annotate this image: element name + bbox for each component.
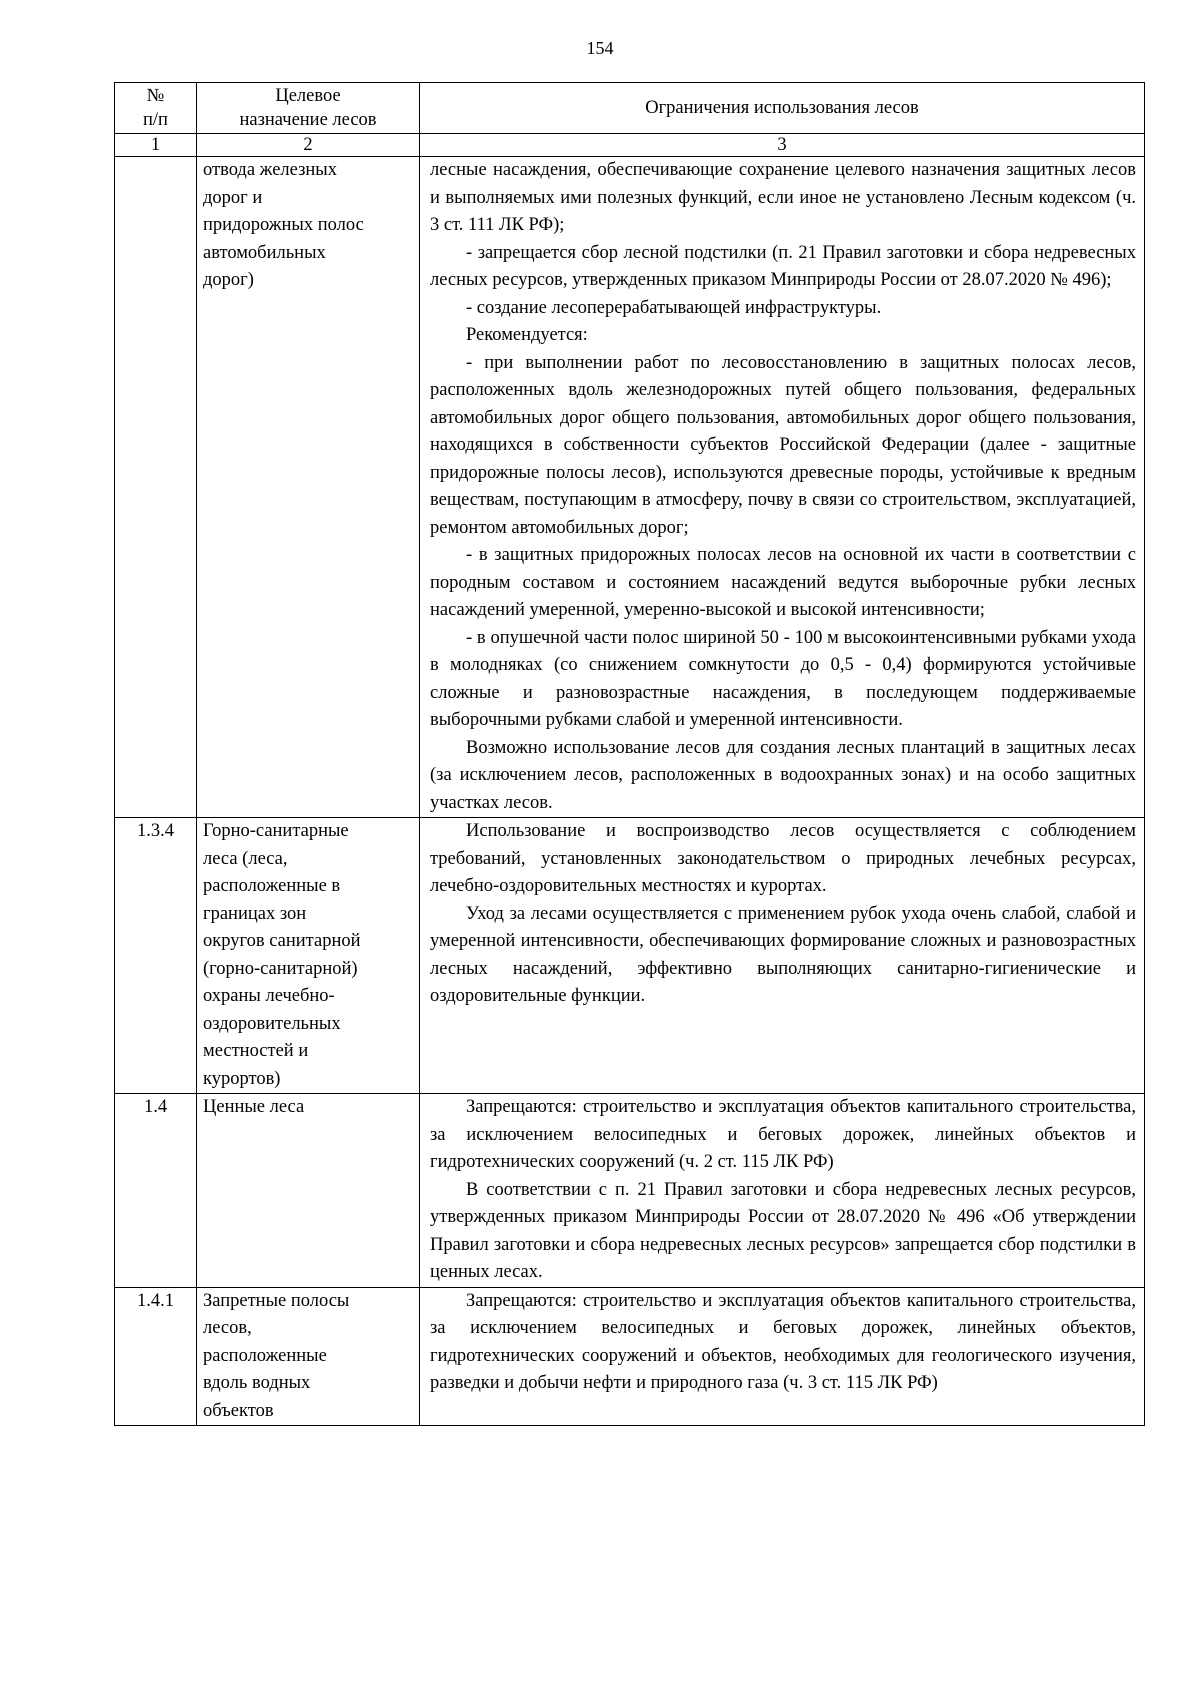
purpose-line: леса (леса, <box>203 848 288 869</box>
purpose-line: вдоль водных <box>203 1373 311 1393</box>
restriction-paragraph: - в опушечной части полос шириной 50 - 100 м высокоинтенсивными рубками ухода в молодняках (со снижением сомкнутости до 0,5 - 0,4) формируются устойчивые сложные и разновозрастные насаждения, в последующем поддерживаемые выборочными рубками слабой и умеренной интенсивности. <box>430 627 1136 730</box>
column-number-row <box>115 134 1145 157</box>
row-number: 1.4 <box>115 1094 197 1288</box>
restriction-paragraph: - при выполнении работ по лесовосстановлению в защитных полосах лесов, расположенных вдоль железнодорожных путей общего пользования, федеральных автомобильных дорог общего пользования, автомобильных дорог общего пользования, находящихся в собственности субъектов Российской Федерации (далее - защитные придорожные полосы лесов), используются древесные породы, устойчивые к вредным веществам, поступающим в атмосферу, почву в связи со строительством, эксплуатацией, ремонтом автомобильных дорог; <box>430 352 1136 538</box>
row-number <box>115 157 197 818</box>
row-number: 1.3.4 <box>115 818 197 1094</box>
header-purpose: Целевое назначение лесов <box>197 83 420 134</box>
restriction-paragraph: - в защитных придорожных полосах лесов на основной их части в соответствии с породным составом и состоянием насаждений ведутся выборочные рубки лесных насаждений умеренной, умеренно-высокой и высокой интенсивности; <box>430 545 1136 620</box>
column-number: 2 <box>197 134 420 157</box>
purpose-line: придорожных полос <box>203 215 364 235</box>
purpose-line: местностей и <box>203 1041 309 1061</box>
purpose-line: расположенные в <box>203 876 341 896</box>
row-number: 1.4.1 <box>115 1287 197 1426</box>
purpose-line: Запретные полосы <box>203 1290 350 1311</box>
restrictions-text <box>420 157 1145 818</box>
header-restrictions: Ограничения использования лесов <box>420 83 1145 134</box>
column-number: 1 <box>115 134 197 157</box>
restriction-paragraph: - запрещается сбор лесной подстилки (п. 21 Правил заготовки и сбора недревесных лесных ресурсов, утвержденных приказом Минприроды России от 28.07.2020 № 496); <box>430 242 1136 290</box>
purpose-line: округов санитарной <box>203 931 361 951</box>
table-row <box>115 1287 1145 1426</box>
purpose-line: курортов) <box>203 1068 281 1089</box>
header-row <box>115 83 1145 134</box>
table-row <box>115 818 1145 1094</box>
purpose-line: дорог и <box>203 187 263 208</box>
forest-purpose <box>197 1287 420 1426</box>
purpose-line: дорог) <box>203 270 254 290</box>
restrictions-table <box>114 82 1145 1426</box>
restriction-paragraph: лесные насаждения, обеспечивающие сохранение целевого назначения защитных лесов и выполняемых ими полезных функций, если иное не установлено Лесным кодексом (ч. 3 ст. 111 ЛК РФ); <box>430 160 1136 235</box>
table-row <box>115 1094 1145 1288</box>
purpose-line: отвода железных <box>203 160 337 180</box>
purpose-line: охраны лечебно- <box>203 986 335 1006</box>
purpose-line: Горно-санитарные <box>203 821 349 841</box>
restriction-paragraph: Запрещаются: строительство и эксплуатация объектов капитального строительства, за исключением велосипедных и беговых дорожек, линейных объектов и гидротехнических сооружений (ч. 2 ст. 115 ЛК РФ) <box>430 1097 1136 1172</box>
purpose-line: автомобильных <box>203 242 326 263</box>
table-row <box>115 157 1145 818</box>
purpose-line: (горно-санитарной) <box>203 958 358 979</box>
restriction-paragraph: В соответствии с п. 21 Правил заготовки и сбора недревесных лесных ресурсов, утвержденных приказом Минприроды России от 28.07.2020 № 496 «Об утверждении Правил заготовки и сбора недревесных лесных ресурсов» запрещается сбор подстилки в ценных лесах. <box>430 1179 1136 1282</box>
restrictions-text <box>420 1094 1145 1288</box>
restriction-paragraph: Запрещаются: строительство и эксплуатация объектов капитального строительства, за исключением велосипедных и беговых дорожек, линейных объектов, гидротехнических сооружений и объектов, необходимых для геологического изучения, разведки и добычи нефти и природного газа (ч. 3 ст. 115 ЛК РФ) <box>430 1290 1136 1393</box>
purpose-line: оздоровительных <box>203 1013 341 1034</box>
restriction-paragraph: Рекомендуется: <box>466 325 588 345</box>
restriction-paragraph: Возможно использование лесов для создания лесных плантаций в защитных лесах (за исключением лесов, расположенных в водоохранных зонах) и на особо защитных участках лесов. <box>430 737 1136 813</box>
restrictions-text <box>420 1287 1145 1426</box>
forest-purpose <box>197 157 420 818</box>
purpose-line: границах зон <box>203 903 307 924</box>
restriction-paragraph: - создание лесоперерабатывающей инфраструктуры. <box>466 297 882 318</box>
restriction-paragraph: Использование и воспроизводство лесов осуществляется с соблюдением требований, установленных законодательством о природных лечебных ресурсах, лечебно-оздоровительных местностях и курортах. <box>430 821 1136 896</box>
forest-purpose <box>197 818 420 1094</box>
purpose-line: лесов, <box>203 1318 252 1338</box>
forest-purpose <box>197 1094 420 1288</box>
purpose-line: расположенные <box>203 1345 327 1366</box>
restriction-paragraph: Уход за лесами осуществляется с применением рубок ухода очень слабой, слабой и умеренной интенсивности, обеспечивающих формирование сложных и разновозрастных лесных насаждений, эффективно выполняющих санитарно-гигиенические и оздоровительные функции. <box>430 903 1136 1006</box>
page-number: 154 <box>586 38 614 58</box>
column-number: 3 <box>420 134 1145 157</box>
restrictions-text <box>420 818 1145 1094</box>
header-num: № п/п <box>115 83 197 134</box>
purpose-line: Ценные леса <box>203 1097 305 1117</box>
purpose-line: объектов <box>203 1400 274 1421</box>
